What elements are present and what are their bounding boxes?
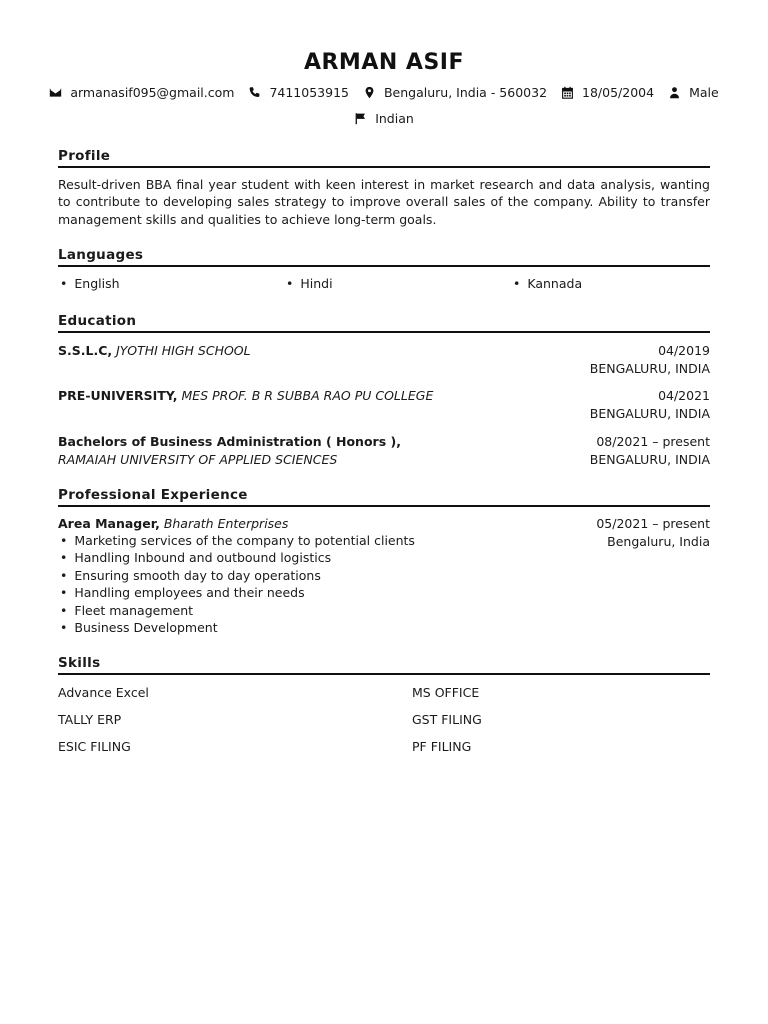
education-place: BENGALURU, INDIA: [589, 405, 710, 421]
contact-phone[interactable]: [248, 85, 349, 100]
education-entry-bba: [58, 433, 401, 468]
experience-bullet: • Business Development: [58, 619, 415, 636]
contact-location: [363, 85, 547, 100]
person-icon: [668, 86, 681, 99]
calendar-icon: [561, 86, 574, 99]
experience-date: 05/2021 – present: [596, 516, 710, 531]
nationality-text: Indian: [375, 111, 414, 126]
section-title-experience: Professional Experience: [58, 487, 710, 507]
section-title-languages: Languages: [58, 247, 710, 267]
location-text: Bengaluru, India - 560032: [383, 85, 548, 100]
experience-role: Area Manager,: [58, 516, 160, 531]
skill-item: Advance Excel: [58, 685, 149, 700]
experience-bullet: • Marketing services of the company to potential clients: [58, 532, 415, 549]
education-date: 08/2021 – present: [596, 434, 710, 449]
education-school: RAMAIAH UNIVERSITY OF APPLIED SCIENCES: [58, 451, 338, 467]
experience-bullet: • Handling Inbound and outbound logistics: [58, 549, 415, 566]
education-place: BENGALURU, INDIA: [589, 360, 710, 376]
experience-bullet: • Fleet management: [58, 602, 415, 619]
experience-bullet: • Ensuring smooth day to day operations: [58, 567, 415, 584]
phone-text: 7411053915: [269, 85, 349, 100]
contact-row-2: [0, 111, 768, 126]
gender-text: Male: [689, 85, 719, 100]
section-title-profile: Profile: [58, 148, 710, 168]
email-icon: [49, 86, 62, 99]
education-entry-sslc: [58, 342, 251, 360]
education-place: BENGALURU, INDIA: [589, 451, 710, 467]
experience-company: Bharath Enterprises: [163, 516, 289, 531]
section-title-education: Education: [58, 313, 710, 333]
experience-meta: [596, 515, 710, 550]
education-degree: Bachelors of Business Administration ( Honors ),: [58, 434, 401, 449]
location-pin-icon: [363, 86, 376, 99]
language-item: • Hindi: [286, 276, 333, 291]
education-meta-sslc: [590, 342, 710, 377]
education-meta-bba: [590, 433, 710, 468]
skill-item: GST FILING: [412, 712, 482, 727]
education-entry-puc: [58, 387, 433, 405]
education-date: 04/2021: [658, 388, 710, 403]
section-title-skills: Skills: [58, 655, 710, 675]
experience-bullet-list: [58, 532, 415, 636]
flag-icon: [354, 112, 367, 125]
skill-item: MS OFFICE: [412, 685, 480, 700]
contact-row: [0, 85, 768, 100]
education-meta-puc: [590, 387, 710, 422]
contact-gender: [668, 85, 719, 100]
experience-place: Bengaluru, India: [607, 533, 710, 549]
skill-item: TALLY ERP: [58, 712, 122, 727]
education-degree: S.S.L.C,: [58, 343, 113, 358]
education-date: 04/2019: [658, 343, 710, 358]
experience-heading: [58, 515, 288, 533]
experience-bullet: • Handling employees and their needs: [58, 584, 415, 601]
phone-icon: [248, 86, 261, 99]
contact-dob: [561, 85, 654, 100]
dob-text: 18/05/2004: [582, 85, 655, 100]
email-text: armanasif095@gmail.com: [70, 85, 235, 100]
profile-summary: Result-driven BBA final year student with keen interest in market research and data analysis, wanting to contribute to developing sales strategy to improve overall sales of the company. Ability to transfer management skills and qualities to achieve long-term goals.: [58, 177, 710, 227]
skill-item: PF FILING: [412, 739, 472, 754]
education-school: JYOTHI HIGH SCHOOL: [116, 343, 251, 358]
education-degree: PRE-UNIVERSITY,: [58, 388, 178, 403]
contact-nationality: [354, 111, 414, 126]
skill-item: ESIC FILING: [58, 739, 131, 754]
education-school: MES PROF. B R SUBBA RAO PU COLLEGE: [181, 388, 434, 403]
language-item: • English: [60, 276, 120, 291]
language-item: • Kannada: [513, 276, 582, 291]
contact-email[interactable]: [49, 85, 234, 100]
candidate-name: ARMAN ASIF: [303, 50, 465, 75]
